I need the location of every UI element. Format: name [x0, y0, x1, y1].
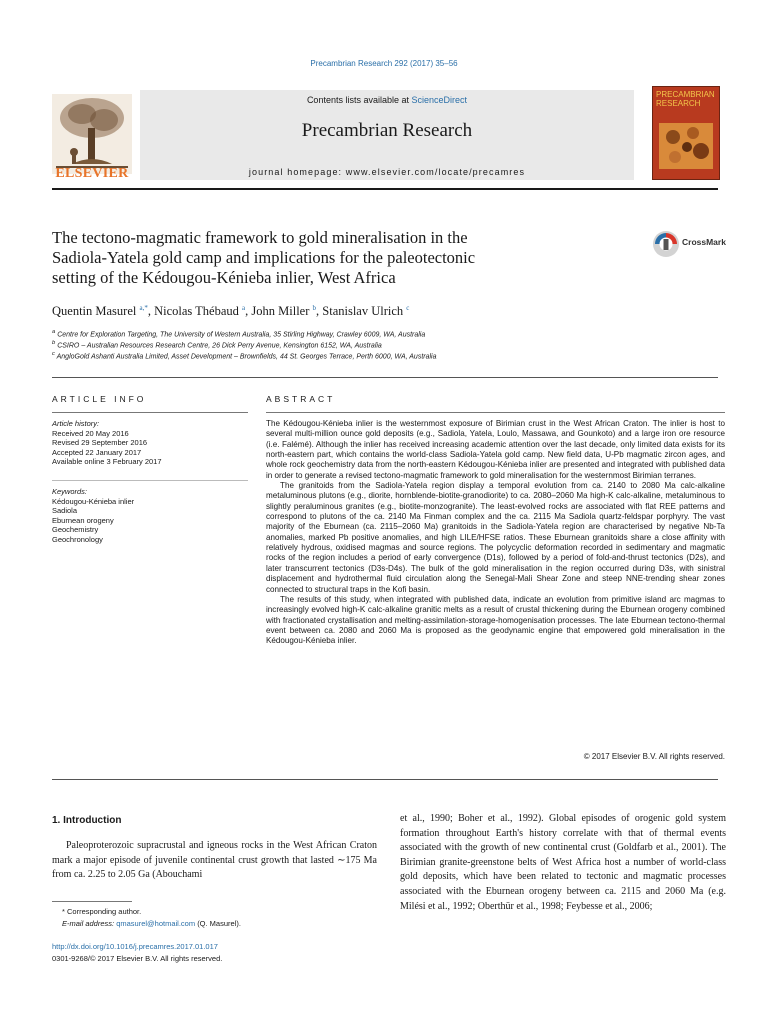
- affiliation-mark: c: [52, 351, 55, 357]
- email-note: [62, 919, 241, 928]
- section-rule: [52, 779, 718, 780]
- affiliation: [52, 329, 425, 338]
- introduction-heading: 1. Introduction: [52, 815, 122, 826]
- abstract-paragraph: The Kédougou-Kénieba inlier is the westernmost exposure of Birimian crust in the West African Craton. The inlier is host to several multi-million ounce gold deposits (e.g., Sadiola, Yatela, Loulo, Massawa, and Gounkoto) and a large iron ore resource (i.e. Falémé). Although the inlier has received increasing academic attention over the last decade, only limited data exists for its north-eastern part, which contains the world-class Sadiola-Yatela gold camp. New field data, U-Pb magmatic zircon ages, and whole rock geochemistry data from the north-eastern Kédougou-Kénieba inlier are presented and integrated with published data in order to generate a revised tectono-magmatic framework to gold mineralisation for the westernmost Birimian terranes.: [266, 419, 725, 480]
- title-line: Sadiola-Yatela gold camp and implications for the paleotectonic: [52, 248, 476, 267]
- affiliation-mark: a: [52, 329, 56, 335]
- contents-line: [140, 95, 634, 105]
- divider: [52, 480, 248, 481]
- email-suffix: (Q. Masurel).: [197, 919, 241, 928]
- affiliation-mark: b: [52, 340, 56, 346]
- corresponding-author-note: * Corresponding author.: [62, 907, 142, 916]
- author-affil-mark[interactable]: c: [406, 304, 410, 312]
- keywords-label: Keywords:: [52, 487, 88, 496]
- author-name[interactable]: John Miller: [251, 304, 310, 319]
- author-name[interactable]: Quentin Masurel: [52, 304, 137, 319]
- author-list: Quentin Masurel $^{a,*}$, Nicolas Thébaud $^a$, John Miller $^b$, Stanislav Ulrich $^c$: [52, 304, 410, 319]
- email-link[interactable]: qmasurel@hotmail.com: [116, 919, 196, 928]
- doi-link[interactable]: http://dx.doi.org/10.1016/j.precamres.2017.01.017: [52, 942, 218, 951]
- divider: [52, 412, 248, 413]
- keywords: [52, 487, 134, 545]
- abstract-copyright: © 2017 Elsevier B.V. All rights reserved.: [583, 752, 725, 761]
- cover-title: PRECAMBRIAN RESEARCH: [656, 90, 715, 108]
- history-item: Available online 3 February 2017: [52, 457, 162, 467]
- keyword: Geochronology: [52, 534, 103, 544]
- contents-prefix: Contents lists available at: [306, 95, 409, 105]
- article-title: [52, 228, 592, 288]
- affiliation-text: Centre for Exploration Targeting, The University of Western Australia, 35 Stirling Highway, Crawley 6009, WA, Australia: [57, 331, 426, 339]
- keyword: Sadiola: [52, 506, 78, 516]
- intro-right-column: et al., 1990; Boher et al., 1992). Global episodes of orogenic gold system formation throughout Earth's history correlate with that of thermal events associated with the growth of new continental crust (Goldfarb et al., 2001). The Birimian granite-greenstone belts of West Africa host a number of world-class gold deposits, which have been related to tectonic and magmatic processes associated with the Eburnean orogeny between ca. 2115 and 2060 Ma (e.g. Milési et al., 1992; Oberthür et al., 1998; Feybesse et al., 2006;: [400, 813, 726, 912]
- history-label: Article history:: [52, 419, 100, 428]
- history-item: Accepted 22 January 2017: [52, 447, 142, 457]
- issn-line: 0301-9268/© 2017 Elsevier B.V. All rights reserved.: [52, 954, 223, 963]
- keyword: Eburnean orogeny: [52, 515, 114, 525]
- abstract-paragraph: The granitoids from the Sadiola-Yatela region display a temporal evolution from ca. 2140 to 2080 Ma calc-alkaline metaluminous plutons (e.g., diorite, hornblende-biotite-granodiorite) to ca. 2080–2060 Ma high-K calc-alkaline, metaluminous to slightly peraluminous granites (e.g., biotite-monzogranite). The least-evolved rocks are associated with flat REE patterns and correspond to plutons of the ca. 2140 Ma Finman complex and the ca. 2115 Ma Sadiola quartz-feldspar porphyry. The vast majority of the Eburnean (ca. 2115–2060 Ma) granitoids in the Sadiola-Yatela region are characterised by negative Nb-Ta anomalies, marked Pb positive anomalies, and high LILE/HFSE ratios. These Eburnean granitoids share a close affinity with relatively hydrous, oxidised magmas and source regions. The polycyclic deformation recorded in sedimentary and magmatic rocks of the region includes a period of early convergence (D1s), followed by a period of fold-and-thrust tectonics (D2s), and later transcurrent tectonics (D3s-D4s). The bulk of the gold mineralisation in the region occurred during D3s, with sinistral displacement and hydrothermal fluid circulation along the Senegal-Mali Shear Zone and steep NNE-trending shear zones connected to structural traps in the Kofi basin.: [266, 481, 725, 594]
- author-affil-mark[interactable]: a,*: [139, 304, 148, 312]
- author-name[interactable]: Nicolas Thébaud: [154, 304, 239, 319]
- affiliation: [52, 340, 382, 349]
- author-affil-mark[interactable]: b: [312, 304, 317, 312]
- keyword: Kédougou-Kénieba inlier: [52, 496, 135, 506]
- section-rule: [52, 377, 718, 378]
- email-label: E-mail address:: [62, 919, 115, 928]
- footnote-rule: [52, 901, 132, 902]
- journal-citation-link[interactable]: Precambrian Research 292 (2017) 35–56: [310, 59, 458, 68]
- history-item: Revised 29 September 2016: [52, 438, 148, 448]
- journal-title: Precambrian Research: [301, 120, 473, 141]
- author-affil-mark[interactable]: a: [242, 304, 246, 312]
- title-line: setting of the Kédougou-Kénieba inlier, West Africa: [52, 268, 396, 287]
- abstract-paragraph: The results of this study, when integrated with published data, indicate an evolution from primitive island arc magmas to increasingly evolved high-K calc-alkaline granitic melts as a result of crustal thickening during the Eburnean orogeny combined with fractionated crystallisation and melting-assimilation-storage-homogenisation processes. The late Eburnean tectono-thermal event between ca. 2080 and 2060 Ma is proposed as the geodynamic engine that empowered gold mineralisation in the Kédougou-Kénieba inlier.: [266, 594, 725, 646]
- keyword: Geochemistry: [52, 525, 99, 535]
- article-history: [52, 419, 162, 467]
- crossmark-icon[interactable]: [652, 230, 680, 258]
- journal-homepage[interactable]: journal homepage: www.elsevier.com/locate/precamres: [248, 167, 526, 177]
- sciencedirect-link[interactable]: ScienceDirect: [411, 95, 468, 105]
- affiliation: [52, 351, 437, 360]
- affiliation-text: CSIRO – Australian Resources Research Centre, 26 Dick Perry Avenue, Kensington 6152, WA, Australia: [57, 342, 382, 350]
- author-name[interactable]: Stanislav Ulrich: [322, 304, 404, 319]
- header-rule: [52, 188, 718, 190]
- abstract-body: [266, 419, 725, 647]
- affiliation-text: AngloGold Ashanti Australia Limited, Asset Development – Brownfields, 44 St. Georges Terrace, Perth 6000, WA, Australia: [56, 353, 437, 361]
- title-line: The tectono-magmatic framework to gold mineralisation in the: [52, 228, 468, 247]
- article-info-heading: ARTICLE INFO: [52, 394, 147, 404]
- publisher-logo-text: ELSEVIER: [55, 166, 129, 181]
- intro-left-column: Paleoproterozoic supracrustal and igneous rocks in the West African Craton mark a major episode of juvenile continental crust growth that lasted ∼175 Ma from ca. 2.25 to 2.05 Ga (Abouchami: [52, 840, 377, 881]
- divider: [266, 412, 725, 413]
- history-item: Received 20 May 2016: [52, 428, 129, 438]
- crossmark-label[interactable]: CrossMark: [682, 237, 726, 247]
- abstract-heading: ABSTRACT: [266, 394, 336, 404]
